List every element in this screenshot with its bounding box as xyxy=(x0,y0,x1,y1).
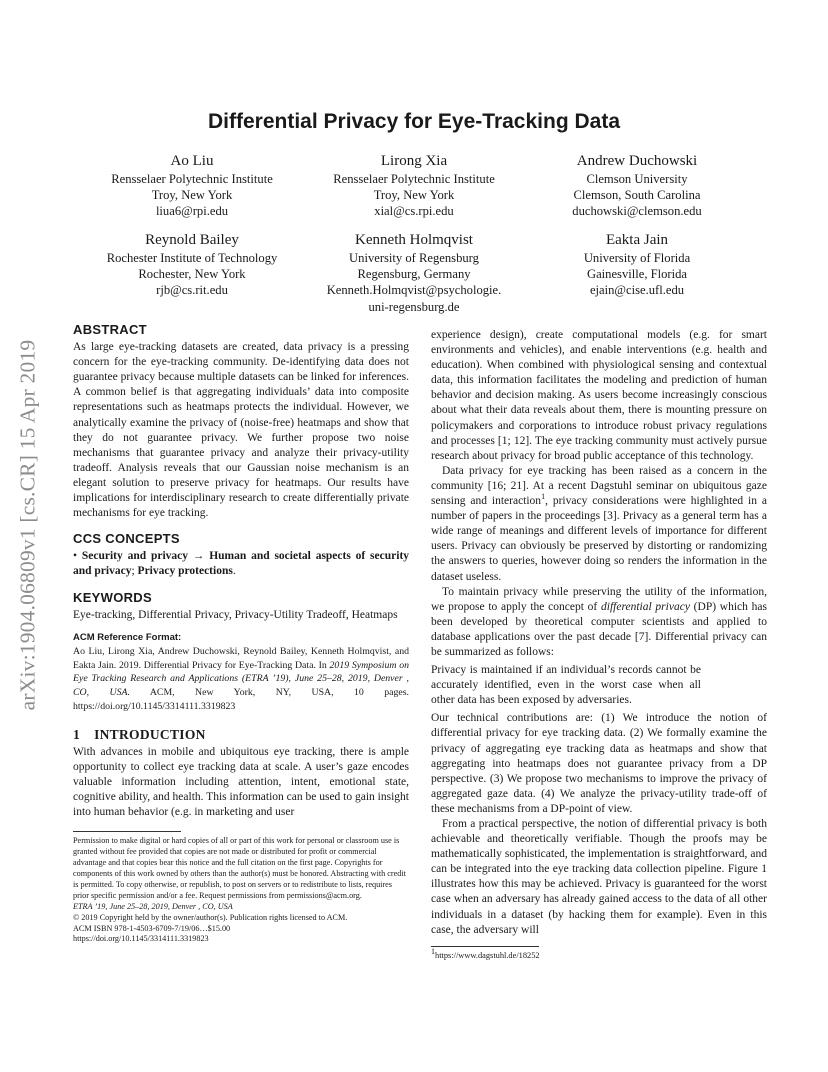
author-name: Lirong Xia xyxy=(380,153,448,169)
author-block xyxy=(522,151,752,220)
author-email: liua6@rpi.edu xyxy=(155,204,229,219)
ccs-concepts xyxy=(73,549,409,579)
right-column xyxy=(431,328,767,962)
author-name: Eakta Jain xyxy=(605,232,669,248)
footnote-rule xyxy=(431,946,539,947)
ccs-concept-security: Security and privacy xyxy=(81,550,189,563)
permission-venue xyxy=(73,902,409,913)
ccs-concept-privacy-protections: Privacy protections xyxy=(137,565,233,578)
section-title: INTRODUCTION xyxy=(94,726,206,742)
isbn-line: ACM ISBN 978-1-4503-6709-7/19/06…$15.00 xyxy=(73,923,231,933)
introduction-heading xyxy=(73,727,409,742)
author-block xyxy=(77,230,307,299)
dp-definition-quote: Privacy is maintained if an individual’s records cannot be accurately identified, even in the worst case when all other data has been exposed by adversaries. xyxy=(431,664,701,707)
body-paragraph: From a practical perspective, the notion of differential privacy is both achievable and theoretically verifiable. Though the proofs may be mathematically sophisticated, the implementation is straightforward, and can be integrated into the eye tracking data collection pipeline. Figure 1 illustrates how this may be achieved. Privacy is guaranteed for the worst case when an adversary has already gained access to the data of all other individuals in a dataset (by hacking them for example). Even in this case, the adversary will xyxy=(431,818,767,936)
author-affiliation: University of Florida xyxy=(583,251,691,265)
ccs-separator: ; xyxy=(131,565,138,578)
ccs-heading: CCS CONCEPTS xyxy=(73,531,180,547)
ccs-arrow: → xyxy=(188,550,210,563)
paragraph-text: (DP) which has been developed by theoretical computer scientists and applied to database applications over the past decade [7]. Differential privacy can be summarized as follows: xyxy=(431,600,767,658)
acm-reference-rest: ACM, New York, NY, USA, 10 pages. https://doi.org/10.1145/3314111.3319823 xyxy=(73,687,409,712)
acm-reference-authors: Ao Liu, Lirong Xia, Andrew Duchowski, Reynold Bailey, Kenneth Holmqvist, and Eakta Jain. 2019. Differential Privacy for Eye-Tracking Data. In xyxy=(73,645,409,671)
author-affiliation: Rensselaer Polytechnic Institute xyxy=(111,172,273,186)
author-email: rjb@cs.rit.edu xyxy=(156,283,228,298)
author-block xyxy=(522,230,752,299)
author-email: duchowski@clemson.edu xyxy=(572,204,702,219)
abstract-heading: ABSTRACT xyxy=(73,322,147,337)
author-name: Kenneth Holmqvist xyxy=(355,232,473,248)
body-paragraph: experience design), create computational models (e.g. for smart environments and vehicles), and enable interventions (e.g. health and education). When combined with physiological sensing and contextual data, this information facilitates the modeling and prediction of human behavior and decision making. As users become increasingly conscious about what their data reveals about them, there is mounting pressure on policymakers and corporations to introduce robust privacy regulations and processes [1; 12]. The eye tracking community must actively pursue research about privacy for broad public acceptance of this technology. xyxy=(431,329,767,462)
paragraph-text: To maintain privacy while preserving the utility of the information, we propose to apply the concept of xyxy=(431,585,767,613)
footnote-rule xyxy=(73,831,181,832)
author-location: Regensburg, Germany xyxy=(357,267,471,282)
author-email: Kenneth.Holmqvist@psychologie. xyxy=(326,283,502,298)
footnote-mark: 1 xyxy=(431,946,435,956)
paper-title: Differential Privacy for Eye-Tracking Data xyxy=(208,110,620,133)
ccs-end: . xyxy=(232,565,236,578)
acm-reference-heading: ACM Reference Format: xyxy=(73,631,182,643)
ccs-concept-human-aspects: Human and societal aspects of security and privacy xyxy=(73,550,410,578)
author-affiliation: Rochester Institute of Technology xyxy=(106,251,278,265)
author-location: Rochester, New York xyxy=(138,267,246,282)
author-location: Clemson, South Carolina xyxy=(573,188,701,203)
venue-text: ETRA ’19, June 25–28, 2019, Denver , CO, USA xyxy=(73,901,233,911)
doi-link[interactable]: https://doi.org/10.1145/3314111.3319823 xyxy=(73,934,209,944)
footnote-url[interactable]: https://www.dagstuhl.de/18252 xyxy=(435,950,540,960)
footnote-reference[interactable]: 1 xyxy=(541,492,546,502)
acm-reference-text xyxy=(73,645,409,714)
author-email: ejain@cise.ufl.edu xyxy=(589,283,685,298)
acm-reference-venue: 2019 Symposium on Eye Tracking Research and Applications (ETRA ’19), June 25–28, 2019, Denver , CO, USA. xyxy=(73,659,409,699)
author-location: Gainesville, Florida xyxy=(586,267,688,282)
ccs-bullet: • xyxy=(73,550,78,563)
keywords-heading: KEYWORDS xyxy=(73,589,152,605)
copyright-line: © 2019 Copyright held by the owner/author(s). Publication rights licensed to ACM. xyxy=(73,912,348,922)
author-email-continued: uni-regensburg.de xyxy=(368,299,460,314)
author-block xyxy=(299,230,529,315)
keywords-text: Eye-tracking, Differential Privacy, Privacy-Utility Tradeoff, Heatmaps xyxy=(73,608,398,621)
paragraph-text: , privacy considerations were highlighted in a number of papers in the proceedings [3]. Privacy as a general term has a wide range of meanings and different levels of importance for different users. Privacy can obviously be preserved by distorting or randomizing the answers to queries, however doing so renders the information in the dataset useless. xyxy=(431,495,767,583)
author-location: Troy, New York xyxy=(373,188,455,203)
footnote-entry xyxy=(431,946,767,962)
permission-notice: Permission to make digital or hard copies of all or part of this work for personal or classroom use is granted without fee provided that copies are not made or distributed for profit or commercial advantage and that copies bear this notice and the full citation on the first page. Copyrights for components of this work owned by others than the author(s) must be honored. Abstracting with credit is permitted. To copy otherwise, or republish, to post on servers or to redistribute to lists, requires prior specific permission and/or a fee. Request permissions from permissions@acm.org. xyxy=(73,836,406,900)
author-email: xial@cs.rpi.edu xyxy=(374,204,454,219)
author-location: Troy, New York xyxy=(151,188,233,203)
emphasis-term: differential privacy xyxy=(601,600,690,613)
arxiv-identifier: arXiv:1904.06809v1 [cs.CR] 15 Apr 2019 xyxy=(15,339,40,711)
introduction-paragraph: With advances in mobile and ubiquitous eye tracking, there is ample opportunity to collect eye tracking data at scale. A user’s gaze encodes valuable information including attention, intent, emotional state, cognitive ability, and health. This information can be used to gain insight into human behavior (e.g. in marketing and user xyxy=(73,745,409,819)
author-name: Reynold Bailey xyxy=(145,232,239,248)
paragraph-text: Data privacy for eye tracking has been raised as a concern in the community [16; 21]. At a recent Dagstuhl seminar on ubiquitous gaze sensing and interaction xyxy=(431,464,767,508)
arxiv-sidebar xyxy=(2,290,54,760)
author-block xyxy=(77,151,307,220)
author-affiliation: University of Regensburg xyxy=(349,251,479,265)
left-column xyxy=(73,322,409,945)
permission-block xyxy=(73,831,409,945)
author-affiliation: Clemson University xyxy=(586,172,688,186)
author-affiliation: Rensselaer Polytechnic Institute xyxy=(333,172,495,186)
author-name: Ao Liu xyxy=(170,153,214,169)
author-name: Andrew Duchowski xyxy=(576,153,698,169)
footnote-block xyxy=(431,946,767,962)
section-number: 1 xyxy=(73,726,81,742)
body-paragraph xyxy=(431,585,767,660)
body-paragraph: Our technical contributions are: (1) We introduce the notion of differential privacy for eye tracking data. (2) We formally examine the privacy of aggregating eye tracking data as heatmaps and show that aggregating into heatmaps does not guarantee privacy from a DP perspective. (3) We propose two mechanisms to improve the privacy of aggregated gaze data. (4) We analyze the privacy-utility trade-off of these mechanisms from a DP-point of view. xyxy=(431,712,767,815)
body-paragraph xyxy=(431,464,767,585)
author-block xyxy=(299,151,529,220)
abstract-text: As large eye-tracking datasets are created, data privacy is a pressing concern for the eye-tracking community. De-identifying data does not guarantee privacy because multiple datasets can be linked for inferences. A common belief is that aggregating individuals’ data into composite representations such as heatmaps protects the individual. However, we analytically examine the privacy of (noise-free) heatmaps and show that they do not guarantee privacy. We further propose two noise mechanisms that guarantee privacy and analyze their privacy-utility tradeoff. Analysis reveals that our Gaussian noise mechanism is an elegant solution to preserve privacy for heatmaps. Our results have implications for interdisciplinary research to create differentially private mechanisms for eye tracking. xyxy=(73,341,409,520)
